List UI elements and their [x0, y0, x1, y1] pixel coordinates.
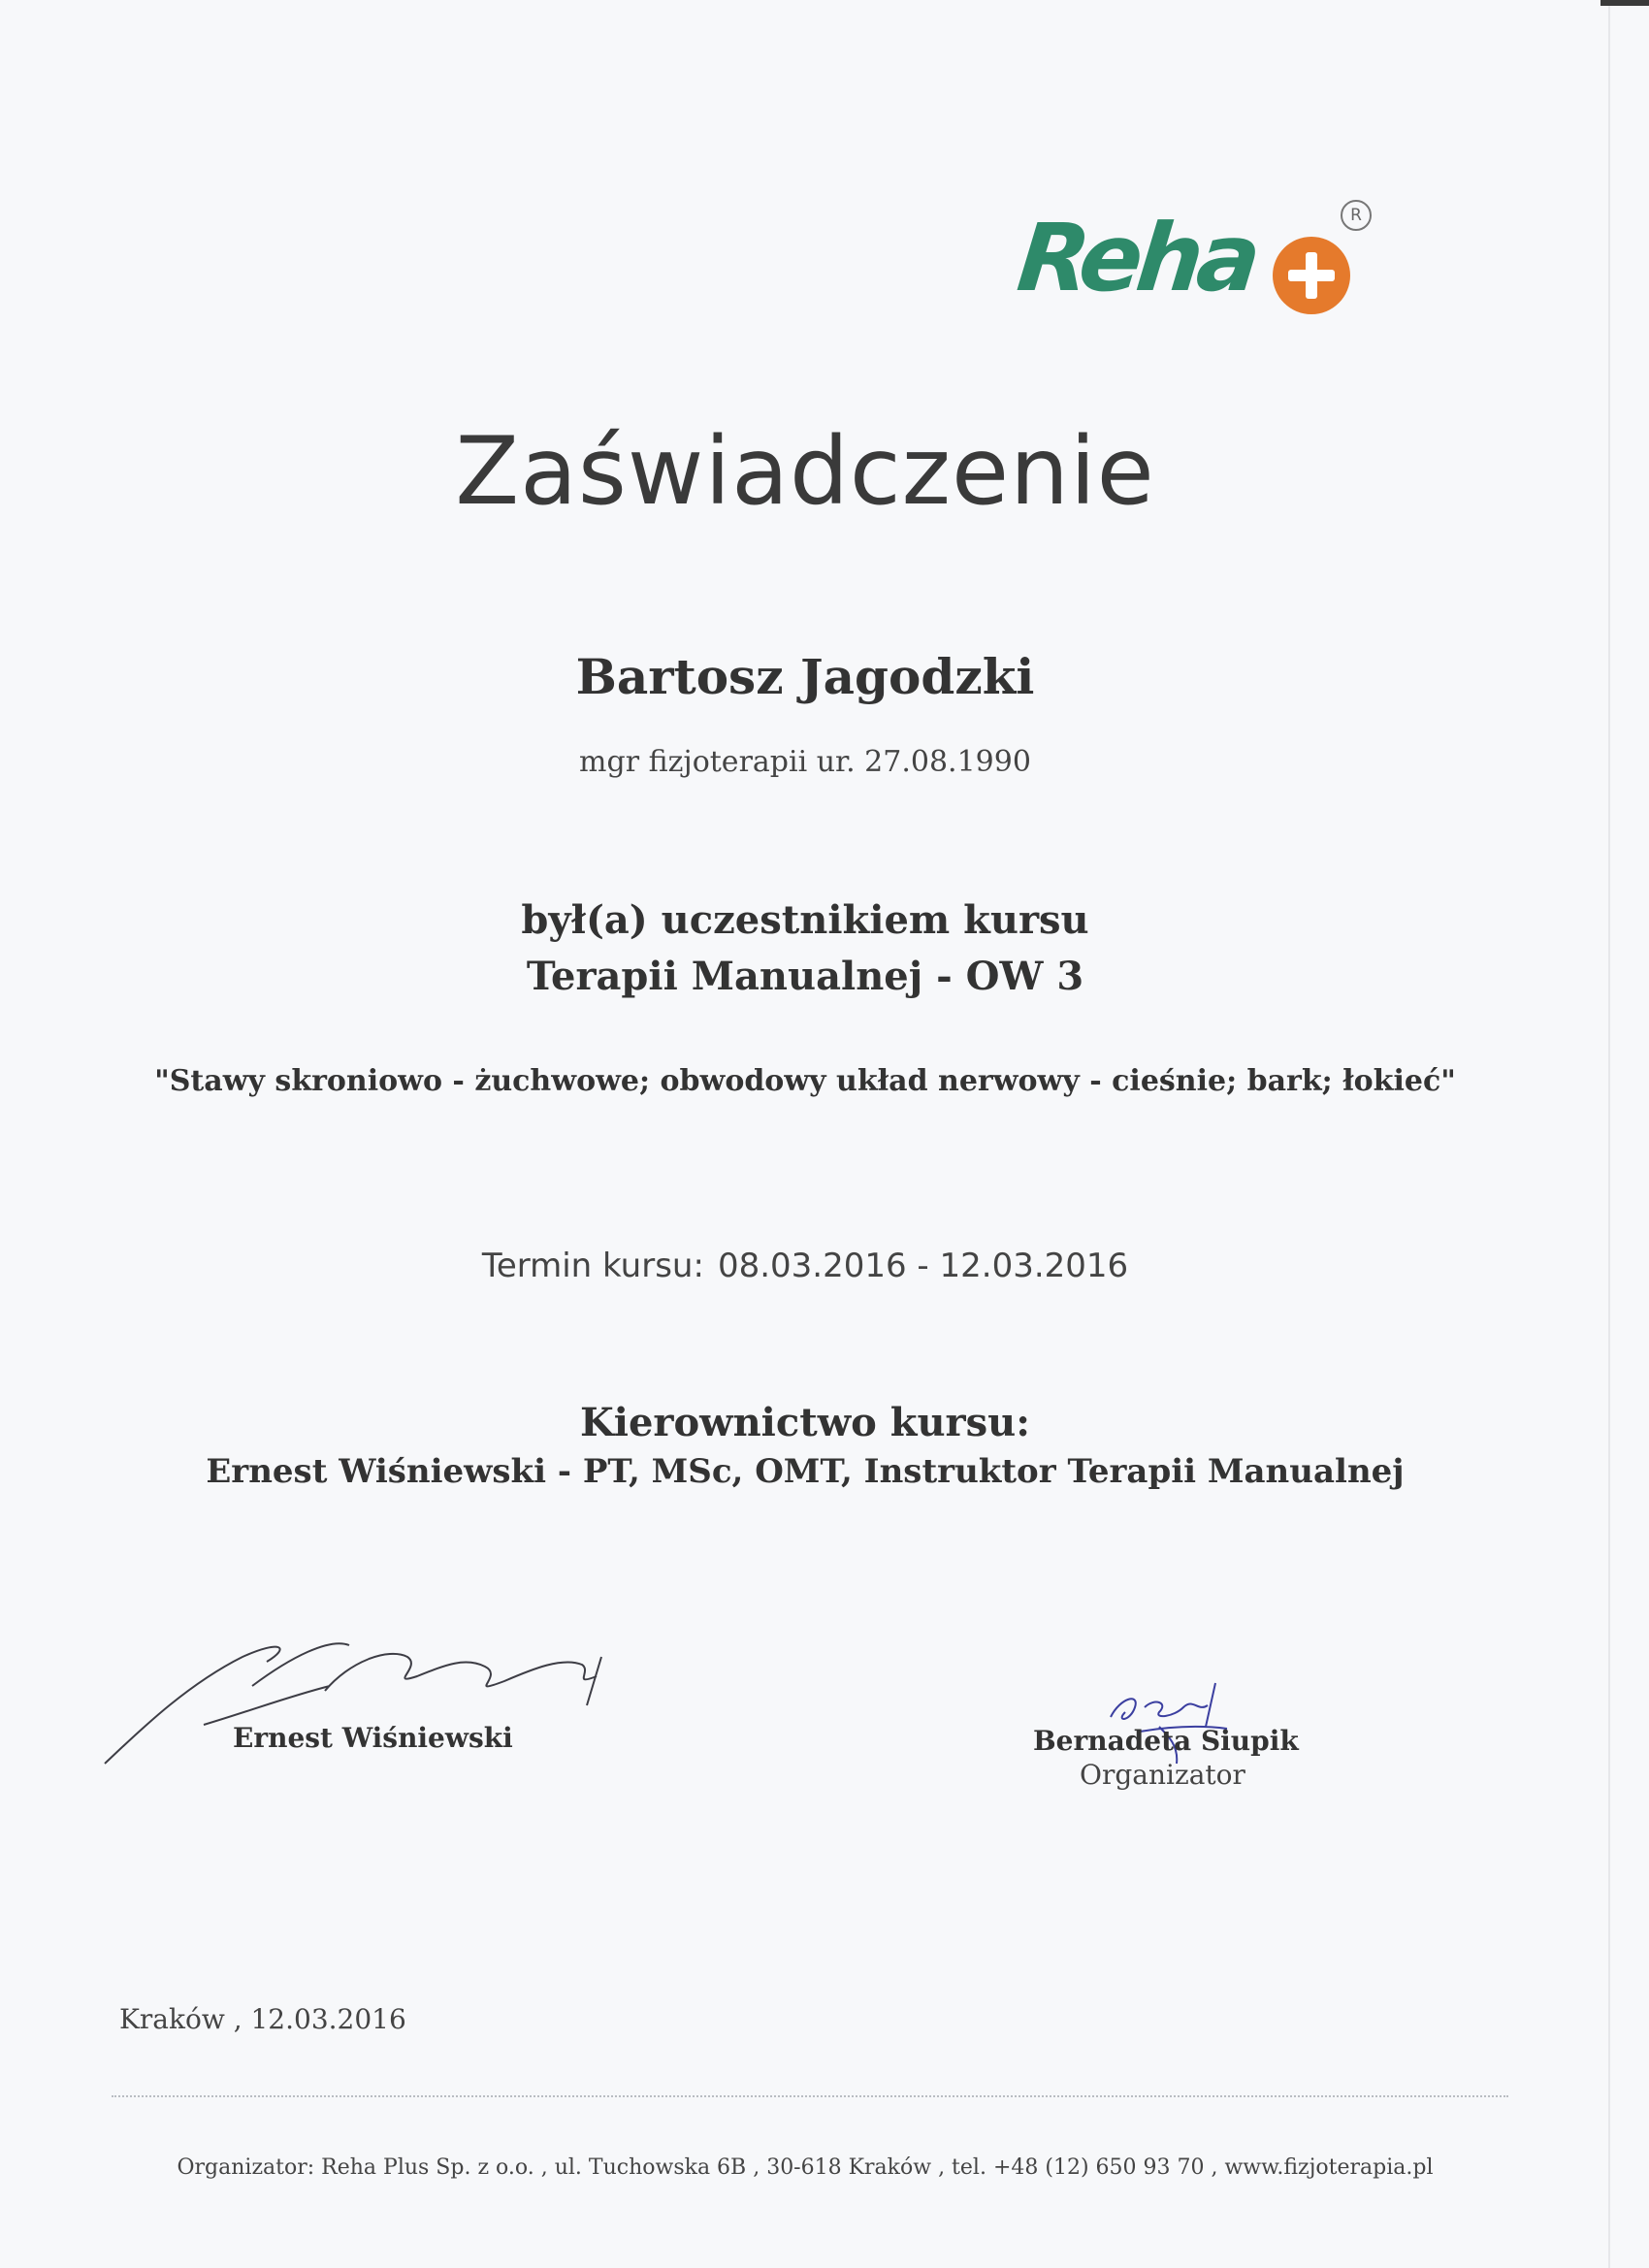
course-term: [0, 1247, 1610, 1285]
signature-name-left: Ernest Wiśniewski: [233, 1722, 513, 1754]
page-edge: [1608, 0, 1610, 2268]
top-rule: [1600, 0, 1649, 6]
recipient-details: mgr fizjoterapii ur. 27.08.1990: [579, 745, 1031, 779]
term-value: 08.03.2016 - 12.03.2016: [717, 1247, 1129, 1285]
footer-organizer-info: Organizator: Reha Plus Sp. z o.o. , ul. Tuchowska 6B , 30-618 Kraków , tel. +48 (12) 650 93 70 , www.fizjoterapia.pl: [177, 2155, 1434, 2180]
course-name: Terapii Manualnej - OW 3: [526, 954, 1084, 999]
direction-heading: Kierownictwo kursu:: [580, 1400, 1030, 1445]
place-and-date: Kraków , 12.03.2016: [119, 2003, 406, 2035]
plus-icon: [1273, 237, 1350, 314]
course-topics: "Stawy skroniowo - żuchwowe; obwodowy układ nerwowy - cieśnie; bark; łokieć": [154, 1064, 1456, 1098]
footer-divider: [112, 2095, 1508, 2097]
reha-logo: [1013, 194, 1387, 320]
term-label: Termin kursu:: [481, 1247, 704, 1285]
recipient-name: Bartosz Jagodzki: [575, 648, 1035, 705]
signature-role-right: Organizator: [1080, 1759, 1245, 1791]
course-director: Ernest Wiśniewski - PT, MSc, OMT, Instruktor Terapii Manualnej: [206, 1452, 1405, 1491]
participation-line: był(a) uczestnikiem kursu: [521, 897, 1089, 943]
logo-text: Reha: [1013, 204, 1261, 312]
certificate-title: Zaświadczenie: [455, 417, 1155, 526]
signature-name-right: Bernadeta Siupik: [1033, 1725, 1299, 1757]
registered-mark: R: [1341, 200, 1372, 231]
